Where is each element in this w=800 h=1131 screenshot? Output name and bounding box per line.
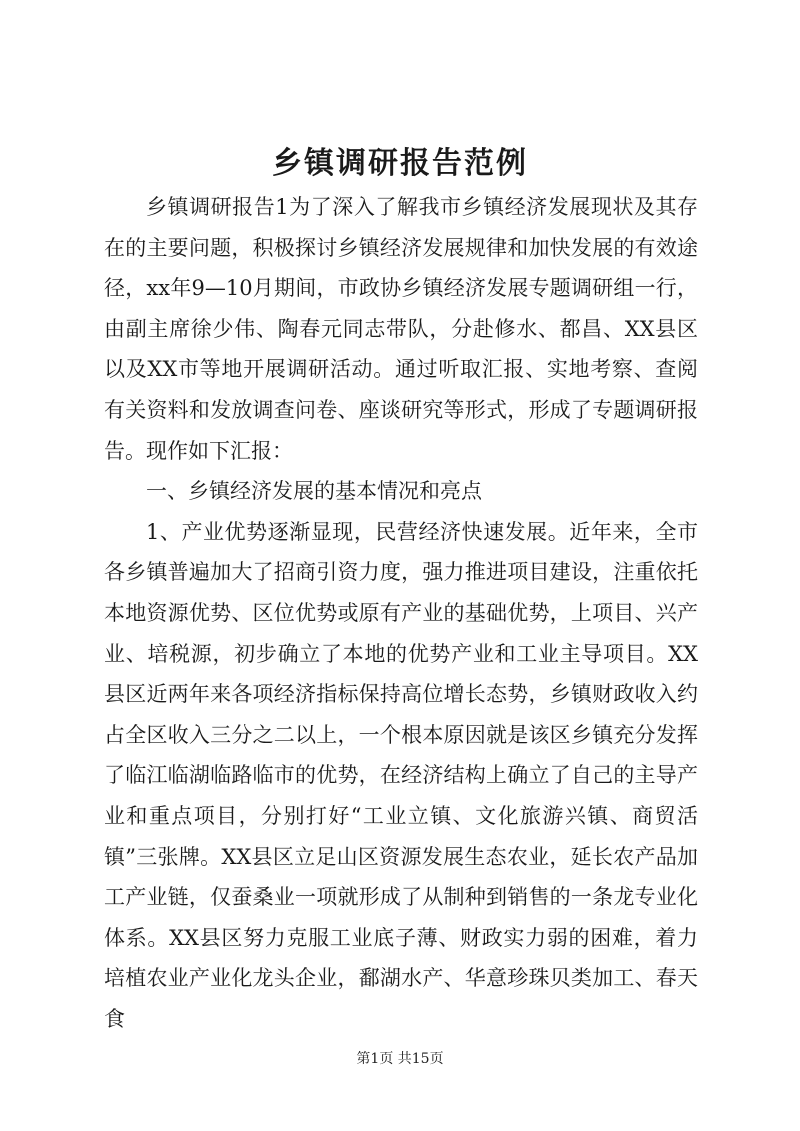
section-heading-1: 一、乡镇经济发展的基本情况和亮点 [146, 479, 482, 504]
paragraph-intro: 乡镇调研报告1为了深入了解我市乡镇经济发展现状及其存在的主要问题，积极探讨乡镇经济发展规律和加快发展的有效途径，xx年9—10月期间，市政协乡镇经济发展专题调研组一行，由副主席徐少伟、陶春元同志带队，分赴修水、都昌、XX县区以及XX市等地开展调研活动。通过听取汇报、实地考察、查阅有关资料和发放调查问卷、座谈研究等形式，形成了专题调研报告。现作如下汇报： [104, 195, 698, 463]
page-number-footer: 第1页 共15页 [356, 1051, 444, 1067]
document-title: 乡镇调研报告范例 [272, 146, 528, 181]
document-body [104, 187, 698, 1039]
paragraph-industry: 1、产业优势逐渐显现，民营经济快速发展。近年来，全市各乡镇普遍加大了招商引资力度，强力推进项目建设，注重依托本地资源优势、区位优势或原有产业的基础优势，上项目、兴产业、培税源，初步确立了本地的优势产业和工业主导项目。XX县区近两年来各项经济指标保持高位增长态势，乡镇财政收入约占全区收入三分之二以上，一个根本原因就是该区乡镇充分发挥了临江临湖临路临市的优势，在经济结构上确立了自己的主导产业和重点项目，分别打好“工业立镇、文化旅游兴镇、商贸活镇”三张牌。XX县区立足山区资源发展生态农业，延长农产品加工产业链，仅蚕桑业一项就形成了从制种到销售的一条龙专业化体系。XX县区努力克服工业底子薄、财政实力弱的困难，着力培植农业产业化龙头企业，鄱湖水产、华意珍珠贝类加工、春天食 [104, 519, 698, 1031]
